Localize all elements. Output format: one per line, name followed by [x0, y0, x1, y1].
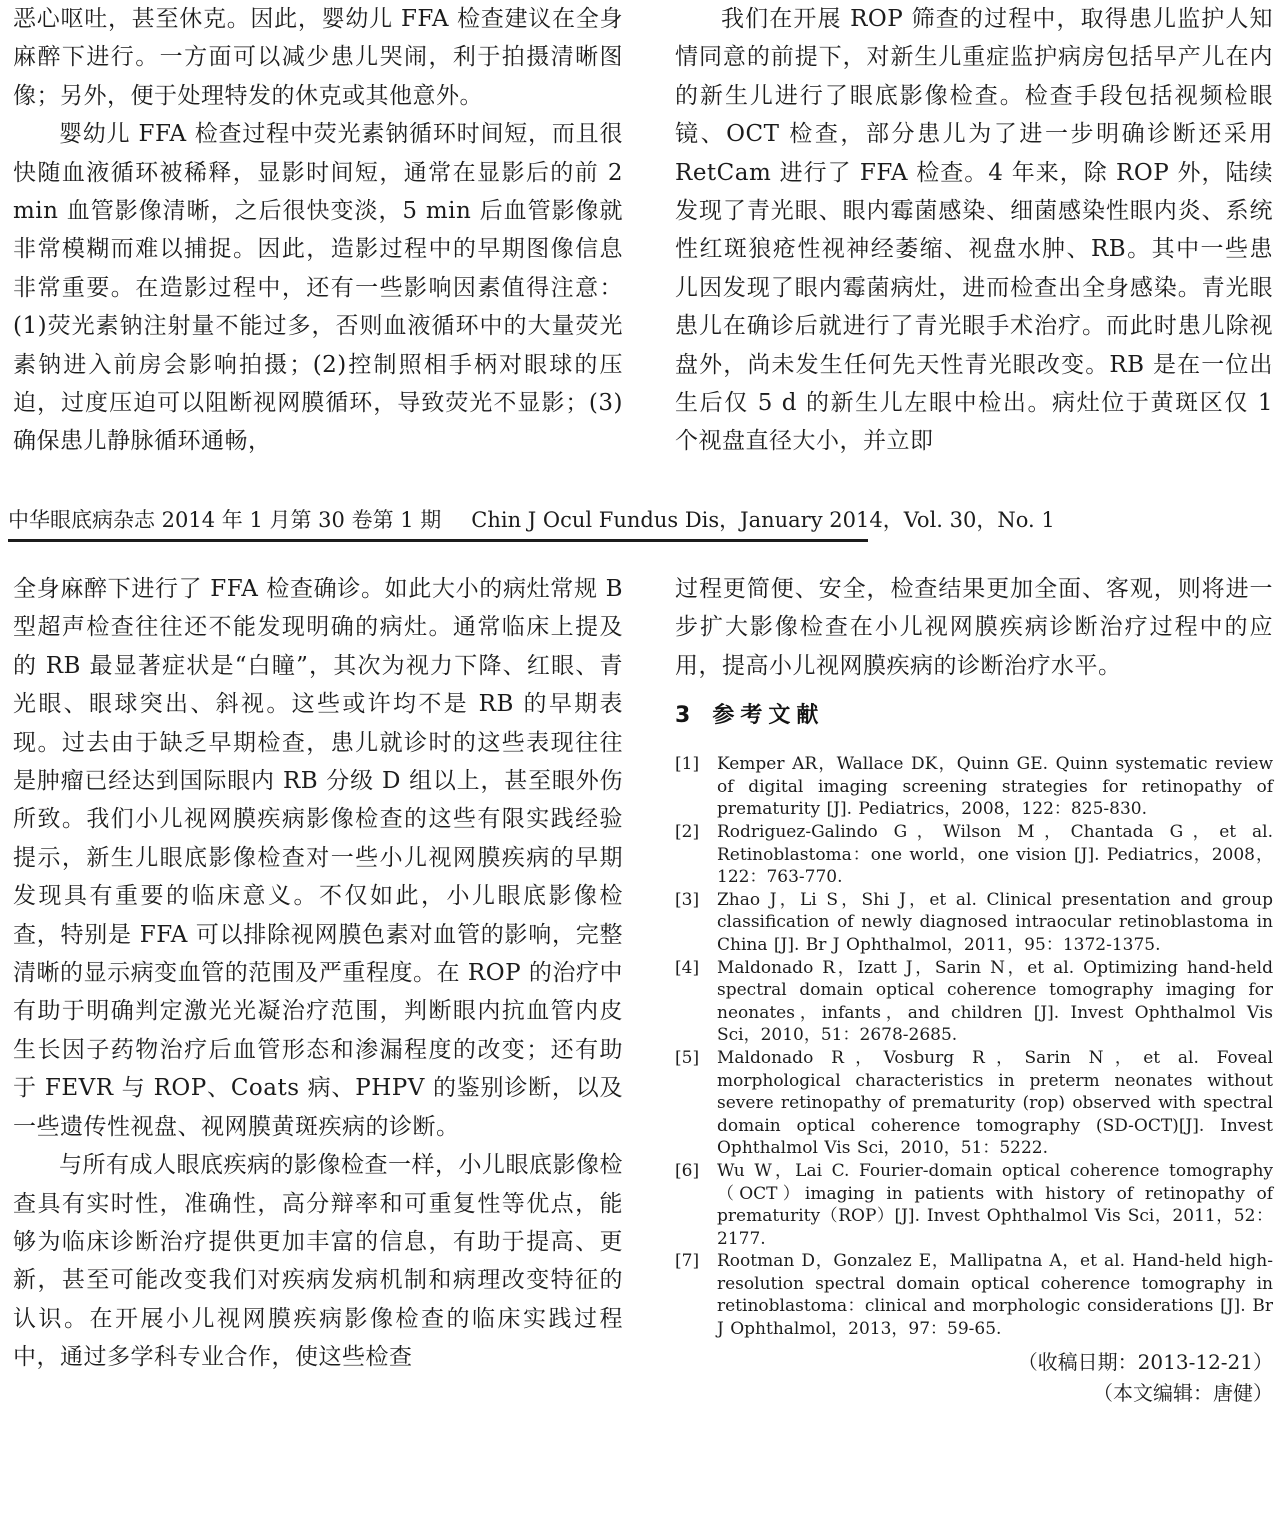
reference-item [675, 1047, 1273, 1160]
journal-title-en: Chin J Ocul Fundus Dis，January 2014，Vol. 30，No. 1 [471, 508, 1055, 532]
reference-number: [7] [675, 1251, 700, 1272]
reference-item [675, 1250, 1273, 1340]
top-text-section [13, 0, 1273, 461]
reference-number: [6] [675, 1160, 700, 1181]
reference-text: Rodriguez-Galindo G，Wilson M，Chantada G，et al. Retinoblastoma：one world，one vision [J]. Pediatrics，2008，122：763-770. [717, 822, 1273, 888]
paragraph: 与所有成人眼底疾病的影像检查一样，小儿眼底影像检查具有实时性，准确性，高分辩率和可重复性等优点，能够为临床诊断治疗提供更加丰富的信息，有助于提高、更新，甚至可能改变我们对疾病发病机制和病理改变特征的认识。在开展小儿视网膜疾病影像检查的临床实践过程中，通过多学科专业合作，使这些检查 [13, 1152, 623, 1371]
paragraph-continued: 全身麻醉下进行了 FFA 检查确诊。如此大小的病灶常规 B 型超声检查往往还不能发现明确的病灶。通常临床上提及的 RB 最显著症状是“白瞳”，其次为视力下降、红眼、青光眼、眼球突出、斜视。这些或许均不是 RB 的早期表现。过去由于缺乏早期检查，患儿就诊时的这些表现往往是肿瘤已经达到国际眼内 RB 分级 D 组以上，甚至眼外伤所致。我们小儿视网膜疾病影像检查的这些有限实践经验提示，新生儿眼底影像检查对一些小儿视网膜疾病的早期发现具有重要的临床意义。不仅如此，小儿眼底影像检查，特别是 FFA 可以排除视网膜色素对血管的影响，完整清晰的显示病变血管的范围及严重程度。在 ROP 的治疗中有助于明确判定激光光凝治疗范围，判断眼内抗血管内皮生长因子药物治疗后血管形态和渗漏程度的改变；还有助于 FEVR 与 ROP、Coats 病、PHPV 的鉴别诊断，以及一些遗传性视盘、视网膜黄斑疾病的诊断。 [13, 576, 623, 1140]
reference-text: Rootman D，Gonzalez E，Mallipatna A，et al. Hand-held high-resolution spectral domain optical coherence tomography in retinoblastoma：clinical and morphologic considerations [J]. Br J Ophthalmol，2013，97：59-65. [717, 1251, 1273, 1340]
reference-item [675, 889, 1273, 957]
reference-text: Kemper AR，Wallace DK，Quinn GE. Quinn systematic review of digital imaging screening strategies for retinopathy of prematurity [J]. Pediatrics，2008，122：825-830. [717, 754, 1273, 820]
top-right-column [675, 0, 1273, 461]
paragraph: 我们在开展 ROP 筛查的过程中，取得患儿监护人知情同意的前提下，对新生儿重症监护病房包括早产儿在内的新生儿进行了眼底影像检查。检查手段包括视频检眼镜、OCT 检查，部分患儿为了进一步明确诊断还采用 RetCam 进行了 FFA 检查。4 年来，除 ROP 外，陆续发现了青光眼、眼内霉菌感染、细菌感染性眼内炎、系统性红斑狼疮性视神经萎缩、视盘水肿、RB。其中一些患儿因发现了眼内霉菌病灶，进而检查出全身感染。青光眼患儿在确诊后就进行了青光眼手术治疗。而此时患儿除视盘外，尚未发生任何先天性青光眼改变。RB 是在一位出生后仅 5 d 的新生儿左眼中检出。病灶位于黄斑区仅 1 个视盘直径大小，并立即 [675, 6, 1273, 455]
article-signoff [675, 1347, 1273, 1409]
reference-item [675, 753, 1273, 821]
section-title: 参考文献 [712, 703, 825, 729]
references-section-heading [675, 698, 1273, 729]
editor-note: （本文编辑：唐健） [1093, 1380, 1273, 1405]
reference-number: [3] [675, 889, 700, 910]
bottom-left-column [13, 570, 623, 1409]
reference-text: Maldonado R，Vosburg R，Sarin N，et al. Foveal morphological characteristics in preterm neonates without severe retinopathy of prematurity (rop) observed with spectral domain optical coherence tomography (SD-OCT)[J]. Invest Ophthalmol Vis Sci，2010，51：5222. [717, 1047, 1273, 1159]
reference-item [675, 1160, 1273, 1250]
reference-text: Wu W，Lai C. Fourier-domain optical coherence tomography（OCT）imaging in patients with history of retinopathy of prematurity（ROP）[J]. Invest Ophthalmol Vis Sci，2011，52：2177. [717, 1160, 1273, 1249]
journal-header [8, 504, 1055, 542]
top-left-column [13, 0, 623, 461]
reference-item [675, 821, 1273, 889]
received-date: （收稿日期：2013-12-21） [1017, 1349, 1273, 1374]
bottom-right-column [675, 570, 1273, 1409]
reference-number: [4] [675, 957, 700, 978]
references-list [675, 753, 1273, 1340]
paragraph: 婴幼儿 FFA 检查过程中荧光素钠循环时间短，而且很快随血液循环被稀释，显影时间短，通常在显影后的前 2 min 血管影像清晰，之后很快变淡，5 min 后血管影像就非常模糊而难以捕捉。因此，造影过程中的早期图像信息非常重要。在造影过程中，还有一些影响因素值得注意：(1)荧光素钠注射量不能过多，否则血液循环中的大量荧光素钠进入前房会影响拍摄；(2)控制照相手柄对眼球的压迫，过度压迫可以阻断视网膜循环，导致荧光不显影；(3)确保患儿静脉循环通畅， [13, 121, 623, 455]
reference-number: [2] [675, 822, 700, 842]
reference-number: [1] [675, 754, 700, 775]
reference-number: [5] [675, 1047, 700, 1068]
journal-title-cn: 中华眼底病杂志 2014 年 1 月第 30 卷第 1 期 [8, 508, 442, 532]
section-number: 3 [675, 703, 691, 729]
paragraph-continued: 过程更简便、安全，检查结果更加全面、客观，则将进一步扩大影像检查在小儿视网膜疾病诊断治疗过程中的应用，提高小儿视网膜疾病的诊断治疗水平。 [675, 576, 1273, 679]
reference-text: Maldonado R，Izatt J，Sarin N，et al. Optimizing hand-held spectral domain optical coherence tomography imaging for neonates，infants，and children [J]. Invest Ophthalmol Vis Sci，2010，51：2678-2685. [717, 957, 1273, 1046]
reference-item [675, 957, 1273, 1047]
paragraph-continued: 恶心呕吐，甚至休克。因此，婴幼儿 FFA 检查建议在全身麻醉下进行。一方面可以减少患儿哭闹，利于拍摄清晰图像；另外，便于处理特发的休克或其他意外。 [13, 6, 623, 109]
reference-text: Zhao J，Li S，Shi J，et al. Clinical presentation and group classification of newly diagnosed intraocular retinoblastoma in China [J]. Br J Ophthalmol，2011，95：1372-1375. [717, 889, 1273, 955]
bottom-text-section [13, 570, 1273, 1409]
